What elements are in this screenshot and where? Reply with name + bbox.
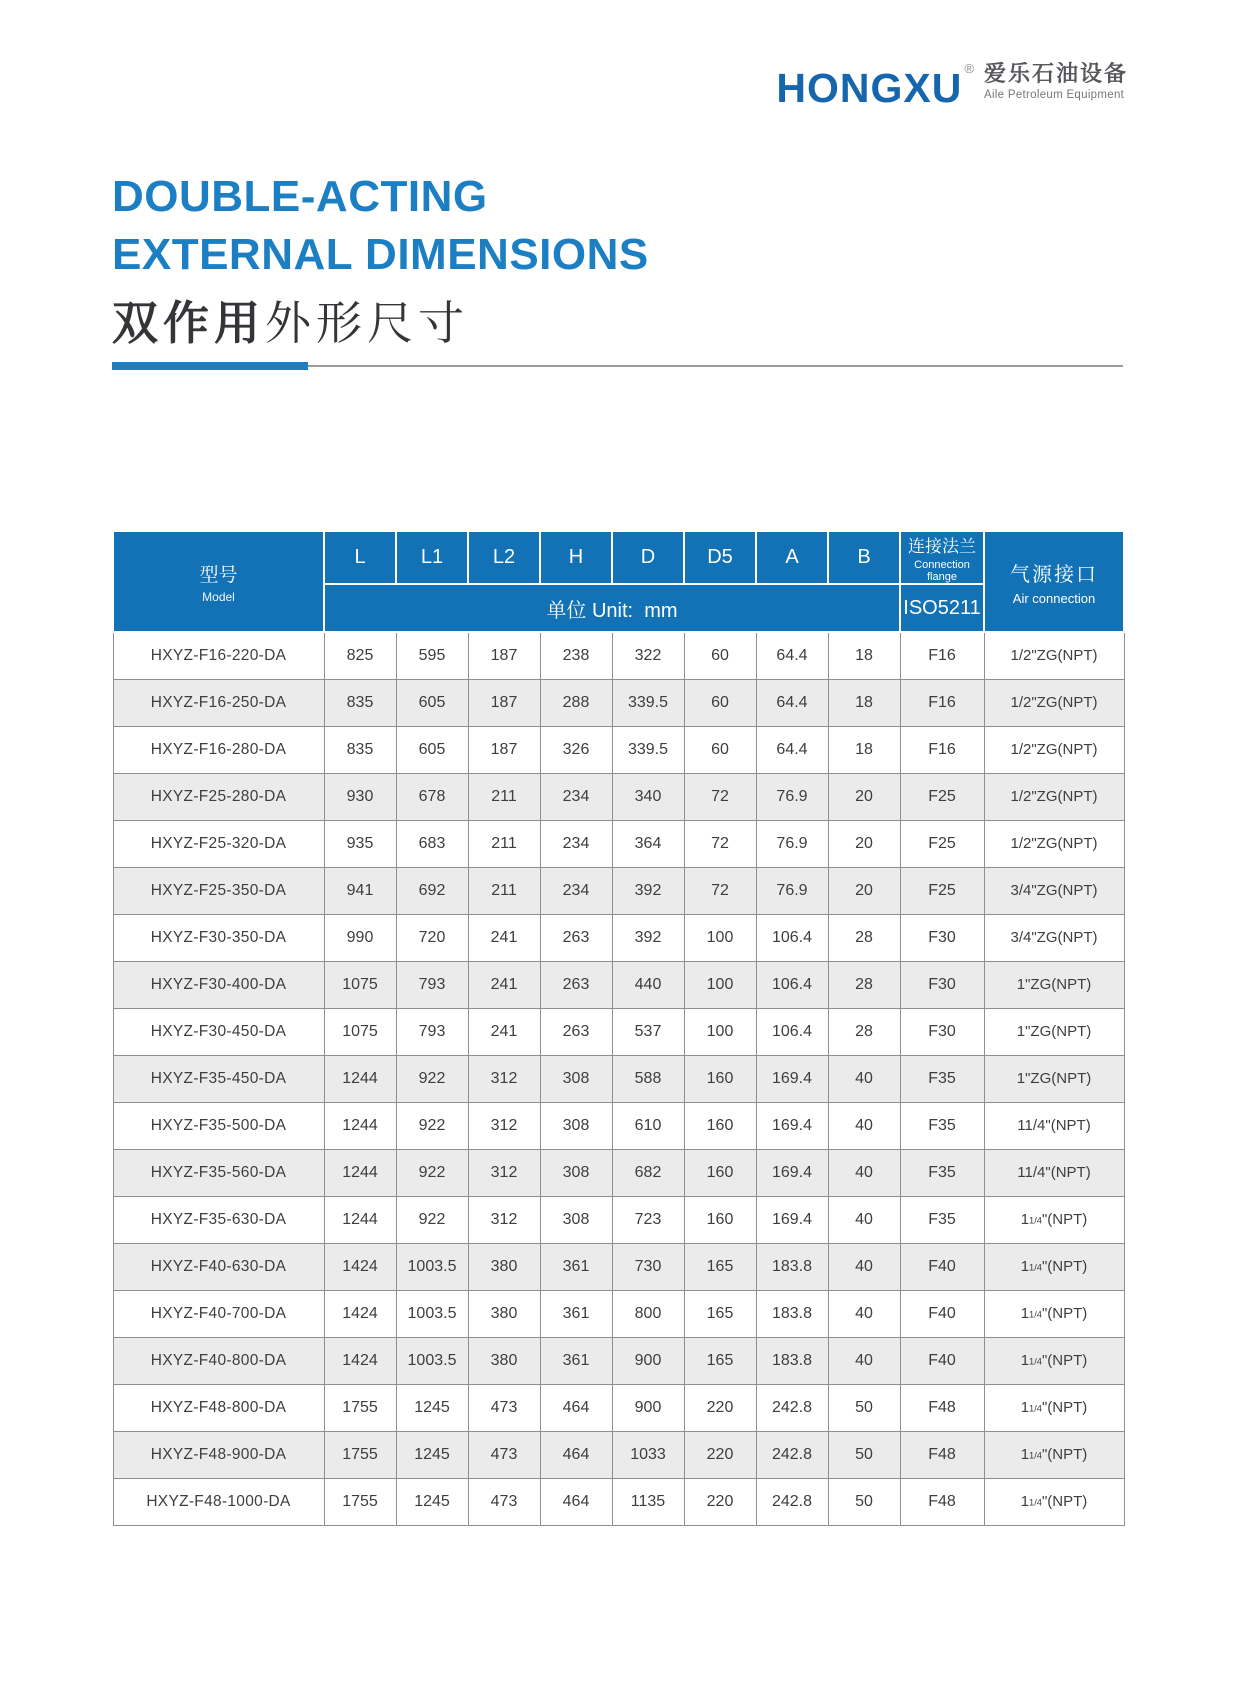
dimension-cell: 1075 bbox=[324, 961, 396, 1008]
dimension-cell: 730 bbox=[612, 1243, 684, 1290]
model-cell: HXYZ-F25-320-DA bbox=[113, 820, 324, 867]
model-cell: HXYZ-F16-220-DA bbox=[113, 632, 324, 679]
table-row bbox=[113, 1337, 1124, 1384]
dimension-cell: 312 bbox=[468, 1102, 540, 1149]
air-connection-cell: 1/2"ZG(NPT) bbox=[984, 820, 1124, 867]
flange-cell: F40 bbox=[900, 1337, 984, 1384]
dimension-cell: 160 bbox=[684, 1055, 756, 1102]
dimension-cell: 241 bbox=[468, 1008, 540, 1055]
table-row bbox=[113, 1290, 1124, 1337]
dimension-cell: 169.4 bbox=[756, 1149, 828, 1196]
dimension-cell: 1003.5 bbox=[396, 1243, 468, 1290]
model-cell: HXYZ-F30-450-DA bbox=[113, 1008, 324, 1055]
flange-standard-label: ISO5211 bbox=[900, 584, 984, 632]
column-header-model bbox=[113, 531, 324, 632]
section-divider bbox=[112, 362, 1123, 370]
dimension-cell: 941 bbox=[324, 867, 396, 914]
dimension-cell: 72 bbox=[684, 820, 756, 867]
model-cell: HXYZ-F48-1000-DA bbox=[113, 1478, 324, 1525]
table-row bbox=[113, 632, 1124, 679]
dimension-cell: 263 bbox=[540, 961, 612, 1008]
dimension-cell: 922 bbox=[396, 1055, 468, 1102]
dimension-cell: 40 bbox=[828, 1102, 900, 1149]
dimension-cell: 241 bbox=[468, 961, 540, 1008]
table-row bbox=[113, 1243, 1124, 1290]
air-connection-cell: 1/2"ZG(NPT) bbox=[984, 773, 1124, 820]
table-row bbox=[113, 1196, 1124, 1243]
column-header-model-cn: 型号 bbox=[199, 564, 238, 586]
model-cell: HXYZ-F40-800-DA bbox=[113, 1337, 324, 1384]
dimension-cell: 234 bbox=[540, 867, 612, 914]
air-connection-cell: 3/4"ZG(NPT) bbox=[984, 914, 1124, 961]
flange-cell: F25 bbox=[900, 867, 984, 914]
flange-cell: F30 bbox=[900, 914, 984, 961]
dimension-cell: 537 bbox=[612, 1008, 684, 1055]
dimension-cell: 165 bbox=[684, 1243, 756, 1290]
model-cell: HXYZ-F16-280-DA bbox=[113, 726, 324, 773]
title-chinese-bold: 双作用 bbox=[112, 297, 265, 349]
dimension-cell: 1244 bbox=[324, 1102, 396, 1149]
air-connection-cell: 11/4"(NPT) bbox=[984, 1196, 1124, 1243]
model-cell: HXYZ-F25-350-DA bbox=[113, 867, 324, 914]
dimension-cell: 1424 bbox=[324, 1290, 396, 1337]
air-connection-cell: 1"ZG(NPT) bbox=[984, 1055, 1124, 1102]
dimension-cell: 900 bbox=[612, 1384, 684, 1431]
dimension-cell: 242.8 bbox=[756, 1384, 828, 1431]
flange-cell: F35 bbox=[900, 1055, 984, 1102]
air-connection-cell: 11/4"(NPT) bbox=[984, 1478, 1124, 1525]
dimension-cell: 288 bbox=[540, 679, 612, 726]
dimension-cell: 464 bbox=[540, 1478, 612, 1525]
dimension-cell: 800 bbox=[612, 1290, 684, 1337]
dimension-cell: 72 bbox=[684, 867, 756, 914]
table-row bbox=[113, 1149, 1124, 1196]
table-row bbox=[113, 1008, 1124, 1055]
flange-cell: F30 bbox=[900, 1008, 984, 1055]
dimension-cell: 183.8 bbox=[756, 1243, 828, 1290]
dimension-cell: 440 bbox=[612, 961, 684, 1008]
dimension-cell: 1244 bbox=[324, 1149, 396, 1196]
dimension-cell: 1755 bbox=[324, 1478, 396, 1525]
flange-cell: F35 bbox=[900, 1196, 984, 1243]
dimension-cell: 326 bbox=[540, 726, 612, 773]
dimension-cell: 50 bbox=[828, 1431, 900, 1478]
air-connection-cell: 1/2"ZG(NPT) bbox=[984, 679, 1124, 726]
title-chinese bbox=[112, 296, 649, 351]
dimension-cell: 364 bbox=[612, 820, 684, 867]
flange-cell: F48 bbox=[900, 1384, 984, 1431]
dimension-cell: 473 bbox=[468, 1384, 540, 1431]
model-cell: HXYZ-F30-350-DA bbox=[113, 914, 324, 961]
model-cell: HXYZ-F35-630-DA bbox=[113, 1196, 324, 1243]
dimension-cell: 1424 bbox=[324, 1243, 396, 1290]
dimension-cell: 723 bbox=[612, 1196, 684, 1243]
air-connection-cell: 1/2"ZG(NPT) bbox=[984, 632, 1124, 679]
dimension-cell: 1245 bbox=[396, 1478, 468, 1525]
dimension-cell: 990 bbox=[324, 914, 396, 961]
flange-cell: F25 bbox=[900, 820, 984, 867]
logo-names bbox=[984, 62, 1128, 101]
registered-trademark-icon: ® bbox=[964, 61, 974, 76]
dimension-cell: 361 bbox=[540, 1337, 612, 1384]
dimension-cell: 40 bbox=[828, 1290, 900, 1337]
dimension-cell: 160 bbox=[684, 1196, 756, 1243]
flange-cell: F35 bbox=[900, 1149, 984, 1196]
table-row bbox=[113, 1384, 1124, 1431]
divider-accent-bar bbox=[112, 362, 308, 370]
dimension-cell: 100 bbox=[684, 914, 756, 961]
column-header-connection-flange bbox=[900, 531, 984, 584]
air-connection-cell: 1"ZG(NPT) bbox=[984, 961, 1124, 1008]
dimension-cell: 312 bbox=[468, 1055, 540, 1102]
dimension-cell: 76.9 bbox=[756, 773, 828, 820]
title-line-1: DOUBLE-ACTING bbox=[112, 172, 488, 221]
dimension-cell: 100 bbox=[684, 1008, 756, 1055]
dimension-cell: 211 bbox=[468, 773, 540, 820]
dimension-cell: 165 bbox=[684, 1337, 756, 1384]
dimension-cell: 922 bbox=[396, 1149, 468, 1196]
dimension-cell: 1003.5 bbox=[396, 1290, 468, 1337]
air-connection-cell: 11/4"(NPT) bbox=[984, 1243, 1124, 1290]
dimension-cell: 40 bbox=[828, 1149, 900, 1196]
dimension-cell: 683 bbox=[396, 820, 468, 867]
dimension-cell: 605 bbox=[396, 679, 468, 726]
table-row bbox=[113, 773, 1124, 820]
dimension-cell: 211 bbox=[468, 867, 540, 914]
flange-cell: F48 bbox=[900, 1478, 984, 1525]
dimension-cell: 473 bbox=[468, 1478, 540, 1525]
dimension-cell: 234 bbox=[540, 820, 612, 867]
model-cell: HXYZ-F35-560-DA bbox=[113, 1149, 324, 1196]
dimension-cell: 72 bbox=[684, 773, 756, 820]
column-header-L: L bbox=[324, 531, 396, 584]
dimension-cell: 169.4 bbox=[756, 1196, 828, 1243]
dimension-cell: 1033 bbox=[612, 1431, 684, 1478]
logo-brand-wrap bbox=[776, 62, 974, 109]
air-connection-cell: 11/4"(NPT) bbox=[984, 1384, 1124, 1431]
dimension-cell: 1755 bbox=[324, 1384, 396, 1431]
table-row bbox=[113, 1431, 1124, 1478]
dimension-cell: 28 bbox=[828, 961, 900, 1008]
dimension-cell: 183.8 bbox=[756, 1337, 828, 1384]
model-cell: HXYZ-F30-400-DA bbox=[113, 961, 324, 1008]
dimension-cell: 28 bbox=[828, 914, 900, 961]
dimension-cell: 64.4 bbox=[756, 679, 828, 726]
table-row bbox=[113, 1102, 1124, 1149]
air-connection-cell: 3/4"ZG(NPT) bbox=[984, 867, 1124, 914]
column-header-A: A bbox=[756, 531, 828, 584]
model-cell: HXYZ-F48-800-DA bbox=[113, 1384, 324, 1431]
dimension-cell: 242.8 bbox=[756, 1478, 828, 1525]
dimension-cell: 234 bbox=[540, 773, 612, 820]
dimension-cell: 361 bbox=[540, 1290, 612, 1337]
dimension-cell: 835 bbox=[324, 726, 396, 773]
air-connection-cell: 11/4"(NPT) bbox=[984, 1290, 1124, 1337]
dimension-cell: 165 bbox=[684, 1290, 756, 1337]
table-row bbox=[113, 679, 1124, 726]
dimension-cell: 263 bbox=[540, 914, 612, 961]
dimension-cell: 308 bbox=[540, 1149, 612, 1196]
table-row bbox=[113, 1478, 1124, 1525]
dimension-cell: 692 bbox=[396, 867, 468, 914]
column-header-model-en: Model bbox=[202, 589, 235, 604]
table-row bbox=[113, 914, 1124, 961]
table-row bbox=[113, 726, 1124, 773]
dimension-cell: 464 bbox=[540, 1431, 612, 1478]
page-title bbox=[112, 168, 649, 351]
dimension-cell: 18 bbox=[828, 726, 900, 773]
dimension-cell: 308 bbox=[540, 1196, 612, 1243]
column-header-D5: D5 bbox=[684, 531, 756, 584]
dimension-cell: 183.8 bbox=[756, 1290, 828, 1337]
table-body bbox=[113, 632, 1124, 1525]
dimension-cell: 380 bbox=[468, 1290, 540, 1337]
dimension-cell: 106.4 bbox=[756, 1008, 828, 1055]
dimension-cell: 169.4 bbox=[756, 1055, 828, 1102]
dimension-cell: 793 bbox=[396, 961, 468, 1008]
dimension-cell: 263 bbox=[540, 1008, 612, 1055]
dimension-cell: 1755 bbox=[324, 1431, 396, 1478]
dimension-cell: 18 bbox=[828, 632, 900, 679]
dimension-cell: 50 bbox=[828, 1384, 900, 1431]
dimension-cell: 18 bbox=[828, 679, 900, 726]
dimension-cell: 1003.5 bbox=[396, 1337, 468, 1384]
dimension-cell: 50 bbox=[828, 1478, 900, 1525]
dimension-cell: 312 bbox=[468, 1196, 540, 1243]
flange-cell: F16 bbox=[900, 726, 984, 773]
dimension-cell: 40 bbox=[828, 1243, 900, 1290]
dimension-cell: 678 bbox=[396, 773, 468, 820]
air-connection-cell: 1"ZG(NPT) bbox=[984, 1008, 1124, 1055]
flange-cell: F16 bbox=[900, 679, 984, 726]
dimension-cell: 40 bbox=[828, 1055, 900, 1102]
dimension-cell: 76.9 bbox=[756, 820, 828, 867]
dimension-cell: 605 bbox=[396, 726, 468, 773]
column-header-air-en: Air connection bbox=[1012, 590, 1096, 606]
dimension-cell: 220 bbox=[684, 1384, 756, 1431]
dimension-cell: 211 bbox=[468, 820, 540, 867]
dimension-cell: 935 bbox=[324, 820, 396, 867]
flange-cell: F16 bbox=[900, 632, 984, 679]
column-header-D: D bbox=[612, 531, 684, 584]
dimension-cell: 1244 bbox=[324, 1196, 396, 1243]
dimension-cell: 595 bbox=[396, 632, 468, 679]
dimension-cell: 1135 bbox=[612, 1478, 684, 1525]
dimension-cell: 1245 bbox=[396, 1431, 468, 1478]
dimension-cell: 835 bbox=[324, 679, 396, 726]
column-header-L2: L2 bbox=[468, 531, 540, 584]
dimension-cell: 187 bbox=[468, 679, 540, 726]
logo-english-name: Aile Petroleum Equipment bbox=[983, 89, 1125, 102]
air-connection-cell: 11/4"(NPT) bbox=[984, 1149, 1124, 1196]
column-header-flange-cn: 连接法兰 bbox=[908, 537, 976, 556]
air-connection-cell: 11/4"(NPT) bbox=[984, 1431, 1124, 1478]
column-header-H: H bbox=[540, 531, 612, 584]
column-header-flange-en: Connection flange bbox=[914, 559, 970, 583]
dimension-cell: 339.5 bbox=[612, 726, 684, 773]
dimension-cell: 322 bbox=[612, 632, 684, 679]
dimension-cell: 106.4 bbox=[756, 961, 828, 1008]
dimension-cell: 64.4 bbox=[756, 726, 828, 773]
model-cell: HXYZ-F35-500-DA bbox=[113, 1102, 324, 1149]
column-header-air-connection bbox=[984, 531, 1124, 632]
air-connection-cell: 11/4"(NPT) bbox=[984, 1337, 1124, 1384]
dimension-cell: 380 bbox=[468, 1337, 540, 1384]
dimension-cell: 187 bbox=[468, 632, 540, 679]
dimension-cell: 160 bbox=[684, 1102, 756, 1149]
dimension-cell: 220 bbox=[684, 1478, 756, 1525]
logo-brand-text: HONGXU bbox=[776, 65, 963, 111]
dimension-cell: 28 bbox=[828, 1008, 900, 1055]
model-cell: HXYZ-F35-450-DA bbox=[113, 1055, 324, 1102]
dimension-cell: 361 bbox=[540, 1243, 612, 1290]
dimension-cell: 20 bbox=[828, 820, 900, 867]
model-cell: HXYZ-F40-700-DA bbox=[113, 1290, 324, 1337]
dimension-cell: 473 bbox=[468, 1431, 540, 1478]
dimension-cell: 588 bbox=[612, 1055, 684, 1102]
flange-cell: F48 bbox=[900, 1431, 984, 1478]
dimension-cell: 60 bbox=[684, 726, 756, 773]
table-row bbox=[113, 820, 1124, 867]
dimension-cell: 1244 bbox=[324, 1055, 396, 1102]
table-row bbox=[113, 1055, 1124, 1102]
dimension-cell: 922 bbox=[396, 1196, 468, 1243]
dimension-cell: 308 bbox=[540, 1102, 612, 1149]
flange-cell: F35 bbox=[900, 1102, 984, 1149]
column-header-L1: L1 bbox=[396, 531, 468, 584]
dimension-cell: 106.4 bbox=[756, 914, 828, 961]
dimension-cell: 220 bbox=[684, 1431, 756, 1478]
dimension-cell: 1075 bbox=[324, 1008, 396, 1055]
dimension-cell: 682 bbox=[612, 1149, 684, 1196]
dimension-cell: 922 bbox=[396, 1102, 468, 1149]
title-chinese-normal: 外形尺寸 bbox=[265, 297, 469, 349]
dimension-cell: 825 bbox=[324, 632, 396, 679]
dimension-cell: 610 bbox=[612, 1102, 684, 1149]
flange-cell: F40 bbox=[900, 1290, 984, 1337]
dimension-cell: 40 bbox=[828, 1337, 900, 1384]
dimension-cell: 900 bbox=[612, 1337, 684, 1384]
dimension-cell: 392 bbox=[612, 914, 684, 961]
dimension-cell: 1424 bbox=[324, 1337, 396, 1384]
dimension-cell: 380 bbox=[468, 1243, 540, 1290]
column-header-air-cn: 气源接口 bbox=[1010, 563, 1098, 586]
dimension-cell: 64.4 bbox=[756, 632, 828, 679]
model-cell: HXYZ-F40-630-DA bbox=[113, 1243, 324, 1290]
dimension-cell: 60 bbox=[684, 632, 756, 679]
dimension-cell: 169.4 bbox=[756, 1102, 828, 1149]
model-cell: HXYZ-F48-900-DA bbox=[113, 1431, 324, 1478]
dimension-cell: 242.8 bbox=[756, 1431, 828, 1478]
logo-chinese-name: 爱乐石油设备 bbox=[983, 61, 1128, 86]
dimension-cell: 793 bbox=[396, 1008, 468, 1055]
dimension-cell: 160 bbox=[684, 1149, 756, 1196]
table-row bbox=[113, 867, 1124, 914]
column-header-B: B bbox=[828, 531, 900, 584]
dimension-cell: 20 bbox=[828, 773, 900, 820]
dimension-cell: 308 bbox=[540, 1055, 612, 1102]
dimension-cell: 20 bbox=[828, 867, 900, 914]
flange-cell: F40 bbox=[900, 1243, 984, 1290]
dimension-cell: 392 bbox=[612, 867, 684, 914]
dimension-cell: 76.9 bbox=[756, 867, 828, 914]
dimension-cell: 100 bbox=[684, 961, 756, 1008]
flange-cell: F25 bbox=[900, 773, 984, 820]
dimension-cell: 340 bbox=[612, 773, 684, 820]
dimension-cell: 930 bbox=[324, 773, 396, 820]
table-row bbox=[113, 961, 1124, 1008]
dimension-cell: 312 bbox=[468, 1149, 540, 1196]
dimension-cell: 720 bbox=[396, 914, 468, 961]
dimension-cell: 1245 bbox=[396, 1384, 468, 1431]
model-cell: HXYZ-F25-280-DA bbox=[113, 773, 324, 820]
dimension-cell: 339.5 bbox=[612, 679, 684, 726]
model-cell: HXYZ-F16-250-DA bbox=[113, 679, 324, 726]
logo bbox=[776, 62, 1128, 109]
unit-row-label: 单位 Unit: mm bbox=[324, 584, 900, 632]
dimension-cell: 60 bbox=[684, 679, 756, 726]
air-connection-cell: 1/2"ZG(NPT) bbox=[984, 726, 1124, 773]
dimension-cell: 187 bbox=[468, 726, 540, 773]
dimension-cell: 464 bbox=[540, 1384, 612, 1431]
flange-cell: F30 bbox=[900, 961, 984, 1008]
dimension-cell: 40 bbox=[828, 1196, 900, 1243]
title-line-2: EXTERNAL DIMENSIONS bbox=[112, 230, 649, 279]
dimensions-table bbox=[112, 530, 1125, 1526]
air-connection-cell: 11/4"(NPT) bbox=[984, 1102, 1124, 1149]
dimension-cell: 241 bbox=[468, 914, 540, 961]
dimension-cell: 238 bbox=[540, 632, 612, 679]
